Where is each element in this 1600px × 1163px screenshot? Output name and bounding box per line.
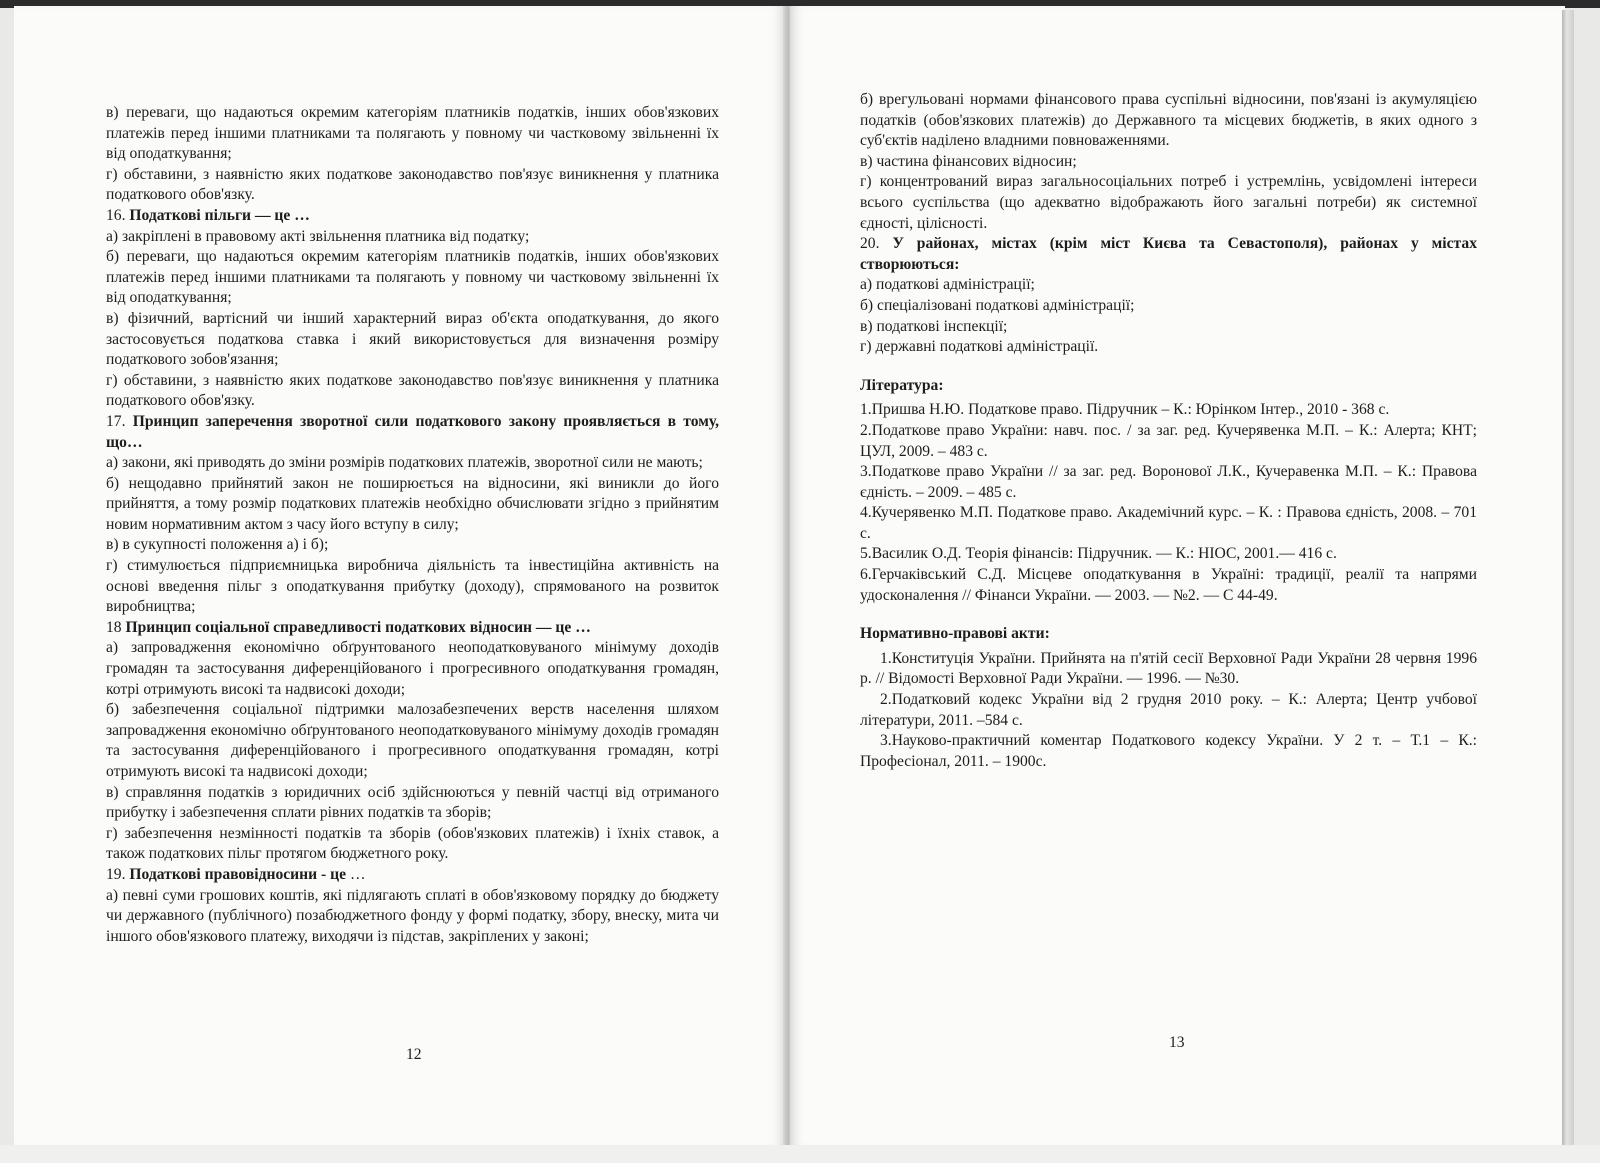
left-page-text: [106, 103, 719, 947]
literature-item: 1.Пришва Н.Ю. Податкове право. Підручник – К.: Юрінком Інтер., 2010 - 368 с.: [860, 401, 1390, 419]
laws-list: [860, 649, 1477, 773]
question-text: Принцип заперечення зворотної сили податкового закону проявляється в тому, що…: [106, 412, 719, 451]
literature-list: [860, 400, 1477, 606]
answer-option: г) державні податкові адміністрації.: [860, 338, 1099, 356]
question-tail: …: [346, 865, 366, 883]
answer-option: в) в сукупності положення а) і б);: [106, 536, 329, 554]
answer-option: г) обставини, з наявністю яких податкове законодавство пов'язує виникнення у платника податкового обов'язку.: [106, 165, 719, 204]
question-number: 16.: [106, 206, 126, 224]
answer-option: а) запровадження економічно обґрунтованого неоподатковуваного мінімуму доходів громадян та застосування диференційованого і прогресивного оподаткування громадян, котрі отримують високі та надвисокі доходи;: [106, 639, 719, 698]
question-text: У районах, містах (крім міст Києва та Севастополя), районах у містах створюються:: [860, 235, 1477, 273]
question-text: Податкові правовідносини - це: [129, 865, 347, 883]
question-number: 17.: [106, 412, 126, 430]
right-page-edge: [1562, 10, 1574, 1147]
question-heading: [106, 412, 719, 453]
answer-option: г) стимулюється підприємницька виробнича діяльність та інвестиційна активність на основі введення пільг з оподаткування прибутку (доходу), спрямованого на розвиток виробництва;: [106, 557, 719, 616]
answer-option: б) спеціалізовані податкові адміністрації;: [860, 296, 1135, 314]
answer-option: б) переваги, що надаються окремим категоріям платників податків, інших обов'язкових платежів перед іншими платниками та полягають у повному чи частковому звільненні їх від оподаткування;: [106, 248, 719, 307]
law-item: 2.Податковий кодекс України від 2 грудня 2010 року. – К.: Алерта; Центр учбової літератури, 2011. –584 с.: [860, 691, 1477, 729]
answer-option: в) фізичний, вартісний чи інший характерний вираз об'єкта оподаткування, до якого застосовується податкова ставка і який використовується для визначення розміру податкового зобов'язання;: [106, 309, 719, 369]
right-page-text: [860, 90, 1477, 772]
answer-option: б) забезпечення соціальної підтримки малозабезпечених верств населення шляхом запровадження економічно обґрунтованого неоподатковуваного мінімуму доходів громадян та застосування диференційованого і прогресивного оподаткування громадян, котрі отримують високі та надвисокі доходи;: [106, 701, 719, 780]
laws-heading: Нормативно-правові акти:: [860, 625, 1050, 643]
question-number: 20.: [860, 235, 880, 253]
page-number-left: 12: [406, 1046, 422, 1063]
question-number: 19.: [106, 865, 126, 883]
page-number-right: 13: [1169, 1034, 1185, 1051]
answer-option: а) певні суми грошових коштів, які підлягають сплаті в обов'язковому порядку до бюджету чи державного (публічного) позабюджетного фонду у формі податку, збору, внеску, мита чи іншого обов'язкового платежу, виходячи із підстав, закріплених у законі;: [106, 886, 719, 945]
question-number: 18: [106, 618, 122, 636]
question-heading: [860, 234, 1477, 275]
answer-option: б) врегульовані нормами фінансового права суспільні відносини, пов'язані із акумуляцією податків (обов'язкових платежів) до Державного та місцевих бюджетів, в яких одного з суб'єктів наділено владними повноваженнями.: [860, 91, 1477, 150]
right-page-questions: [860, 90, 1477, 358]
scan-bottom-edge: [0, 1145, 1600, 1163]
question-text: Принцип соціальної справедливості податкових відносин — це …: [125, 618, 591, 636]
question-heading: [106, 206, 719, 227]
question-heading: [106, 865, 719, 886]
literature-item: 3.Податкове право України // за заг. ред. Воронової Л.К., Кучеравенка М.П. – К.: Правова єдність. – 2009. – 485 с.: [860, 463, 1477, 501]
answer-option: б) нещодавно прийнятий закон не поширюється на відносини, які виникли до його прийняття, а тому розмір податкових платежів необхідно обчислювати згідно з прийнятим новим нормативним актом з часу його вступу в силу;: [106, 474, 719, 533]
literature-item: 6.Герчаківський С.Д. Місцеве оподаткування в Україні: традиції, реалії та напрями удосконалення // Фінанси України. — 2003. — №2. — С 44-49.: [860, 566, 1477, 604]
answer-option: а) закріплені в правовому акті звільнення платника від податку;: [106, 227, 530, 245]
question-heading: [106, 618, 719, 639]
literature-item: 5.Василик О.Д. Теорія фінансів: Підручник. — К.: НІОС, 2001.— 416 с.: [860, 545, 1337, 563]
answer-option: в) частина фінансових відносин;: [860, 152, 1077, 170]
law-item: 1.Конституція України. Прийнята на п'ятій сесії Верховної Ради України 28 червня 1996 р. // Відомості Верховної Ради України. — 1996. — №30.: [860, 649, 1477, 688]
question-text: Податкові пільги — це …: [129, 206, 310, 224]
left-page: [14, 6, 785, 1147]
answer-option: а) закони, які приводять до зміни розмірів податкових платежів, зворотної сили не мають;: [106, 454, 703, 472]
answer-option: в) податкові інспекції;: [860, 317, 1008, 335]
answer-option: в) справляння податків з юридичних осіб здійснюються у певній частці від отриманого прибутку і забезпечення сплати рівних податків та зборів;: [106, 783, 719, 822]
answer-option: г) концентрований вираз загальносоціальних потреб і устремлінь, усвідомлені інтереси всього суспільства (що адекватно відображають його загальні потреби) як системної єдності, цілісності.: [860, 173, 1477, 232]
literature-item: 2.Податкове право України: навч. пос. / за заг. ред. Кучерявенка М.П. – К.: Алерта; КНТ; ЦУЛ, 2009. – 483 с.: [860, 421, 1477, 460]
literature-item: 4.Кучерявенко М.П. Податкове право. Академічний курс. – К. : Правова єдність, 2008. – 701 с.: [860, 504, 1477, 542]
literature-heading: Література:: [860, 376, 944, 394]
right-page: [790, 6, 1565, 1147]
answer-option: г) обставини, з наявністю яких податкове законодавство пов'язує виникнення у платника податкового обов'язку.: [106, 371, 719, 410]
answer-option: в) переваги, що надаються окремим категоріям платників податків, інших обов'язкових платежів перед іншими платниками та полягають у повному чи частковому звільненні їх від оподаткування;: [106, 104, 719, 163]
answer-option: а) податкові адміністрації;: [860, 276, 1035, 294]
law-item: 3.Науково-практичний коментар Податкового кодексу України. У 2 т. – Т.1 – К.: Професіонал, 2011. – 1900с.: [860, 732, 1477, 770]
answer-option: г) забезпечення незмінності податків та зборів (обов'язкових платежів) і їхніх ставок, а також податкових пільг протягом бюджетного року.: [106, 824, 719, 863]
